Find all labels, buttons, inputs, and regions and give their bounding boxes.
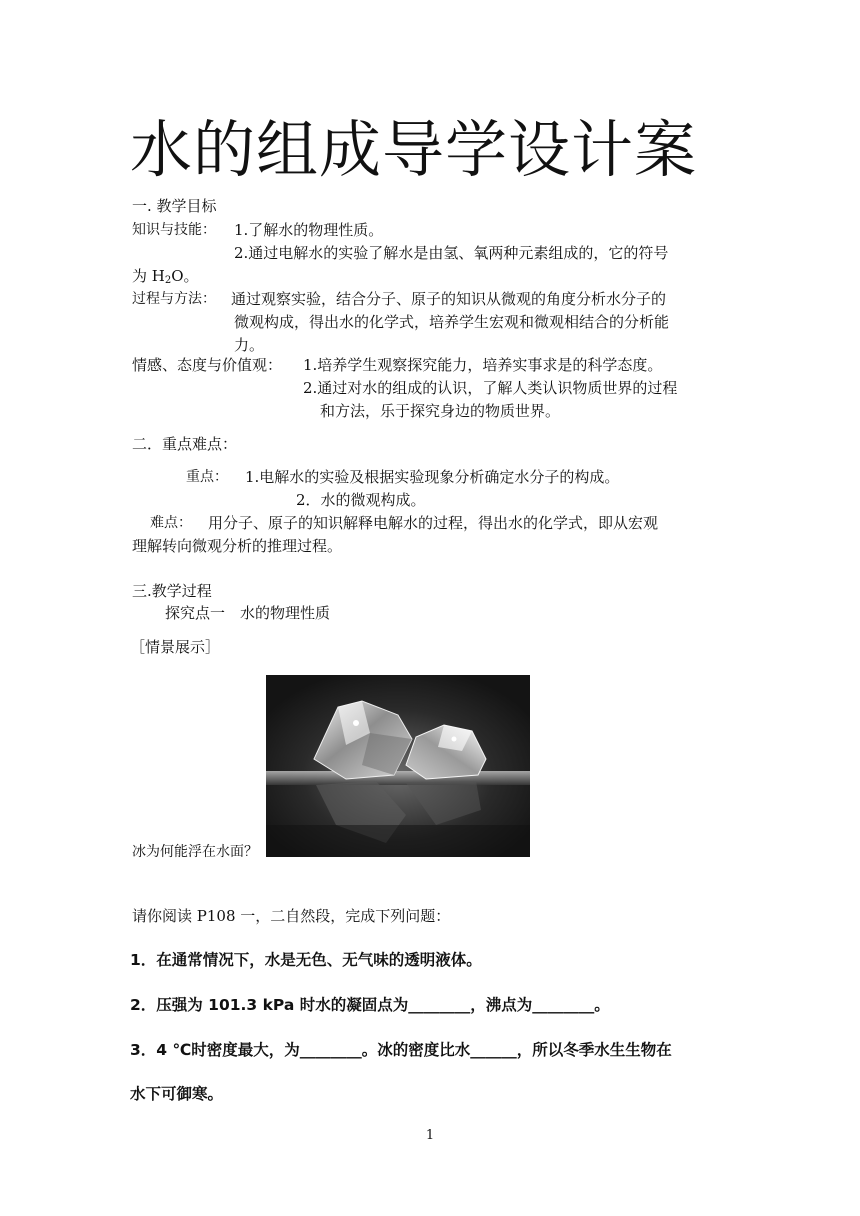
emotion-line-3: 和方法，乐于探究身边的物质世界。 [320,402,561,420]
question-3: 3．4 ℃时密度最大，为________。冰的密度比水______，所以冬季水生生物在 [130,1041,672,1059]
emotion-line-1: 1.培养学生观察探究能力，培养实事求是的科学态度。 [303,356,663,374]
emotion-label: 情感、态度与价值观： [132,356,283,374]
water-formula-subscript: 2 [164,275,172,286]
page-title: 水的组成导学设计案 [130,113,698,186]
reading-prompt: 请你阅读 P108 一，二自然段，完成下列问题： [132,907,451,925]
difficulty-line-1: 用分子、原子的知识解释电解水的过程，得出水的化学式，即从宏观 [208,514,659,532]
question-1: 1．在通常情况下，水是无色、无气味的透明液体。 [130,951,482,969]
process-line-3: 力。 [234,336,265,354]
scene-label: ［情景展示］ [130,638,221,656]
emotion-line-2: 2.通过对水的组成的认识，了解人类认识物质世界的过程 [303,379,678,397]
difficulty-line-2: 理解转向微观分析的推理过程。 [132,537,343,555]
water-formula-prefix: 为 H [132,267,165,285]
explore-point-title: 探究点一 水的物理性质 [165,604,331,622]
section-2-heading: 二．重点难点： [132,435,238,453]
process-line-2: 微观构成，得出水的化学式，培养学生宏观和微观相结合的分析能 [234,313,670,331]
section-3-heading: 三.教学过程 [132,582,212,600]
knowledge-item-2: 2.通过电解水的实验了解水是由氢、氧两种元素组成的，它的符号 [234,244,669,262]
knowledge-item-2-cont [132,266,199,291]
knowledge-item-1: 1.了解水的物理性质。 [234,221,384,239]
question-3-cont: 水下可御寒。 [130,1085,224,1103]
page-number: 1 [425,1128,435,1143]
photo-caption: 冰为何能浮在水面？ [132,844,258,860]
knowledge-label: 知识与技能： [132,222,216,238]
question-2: 2．压强为 101.3 kPa 时水的凝固点为________，沸点为________。 [130,996,610,1014]
key-point-2: 2．水的微观构成。 [296,491,426,509]
process-label: 过程与方法： [132,291,216,307]
key-point-1: 1.电解水的实验及根据实验现象分析确定水分子的构成。 [245,468,620,486]
ice-photo [266,675,530,857]
key-points-label: 重点： [186,469,228,485]
ice-cube-illustration [266,675,530,857]
process-line-1: 通过观察实验，结合分子、原子的知识从微观的角度分析水分子的 [231,290,667,308]
section-1-heading: 一. 教学目标 [132,197,217,215]
water-formula-suffix: O。 [171,267,199,285]
difficulty-label: 难点： [150,515,192,531]
